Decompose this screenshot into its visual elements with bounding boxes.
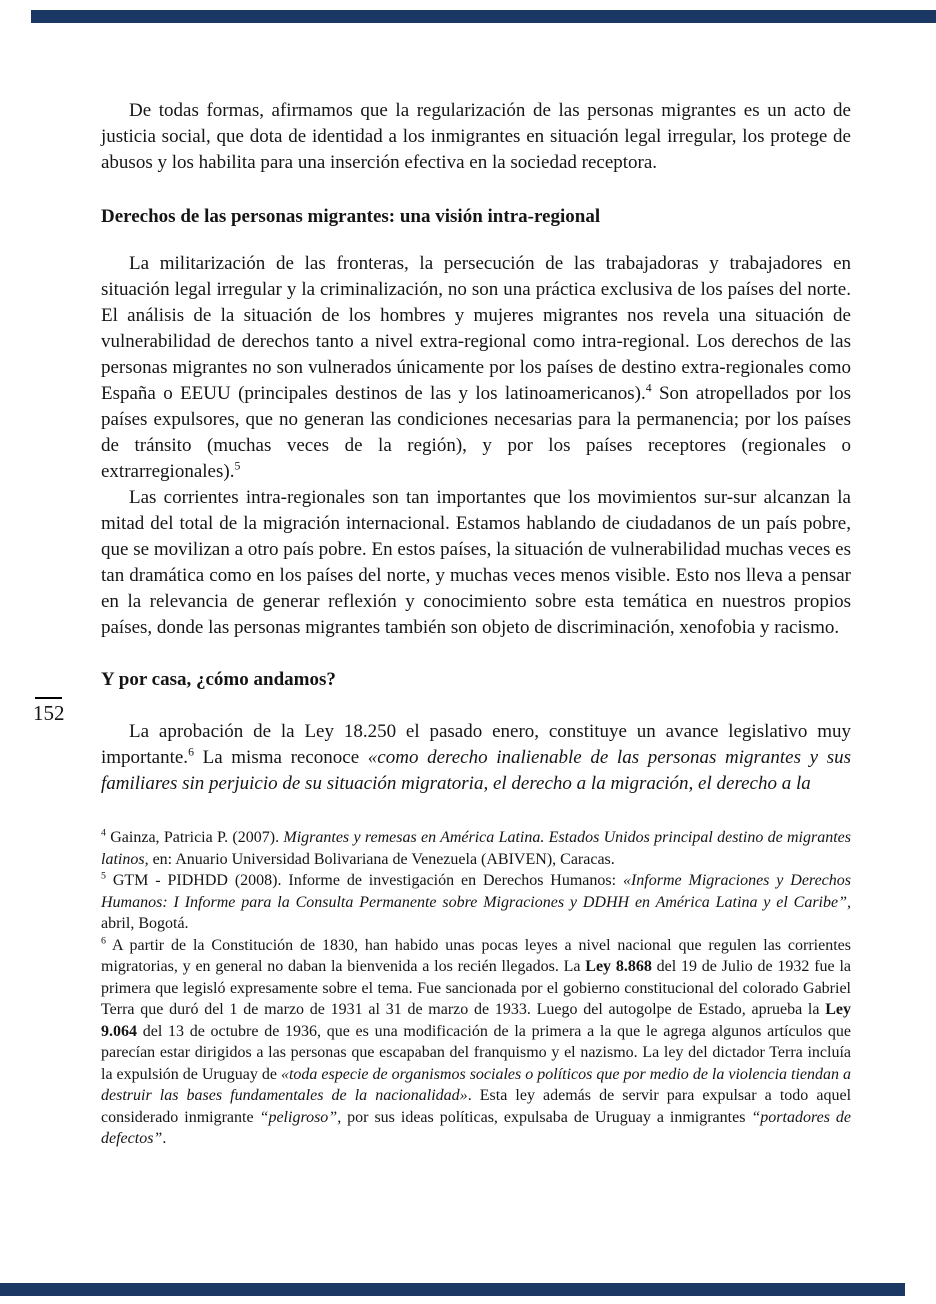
footnotes-section bbox=[101, 827, 851, 1150]
page-number-rule bbox=[35, 697, 62, 699]
section-heading-por-casa: Y por casa, ¿cómo andamos? bbox=[101, 669, 336, 690]
footnote-6: $^6$ A partir de la Constitución de 1830, han habido unas pocas leyes a nivel nacional que regulen las corrientes migratorias, y en general no daban la bienvenida a los recién llegados. La Ley 8.868 del 19 de Julio de 1932 fue la primera que legisló expresamente sobre el tema. Fue sancionada por el gobierno constitucional del colorado Gabriel Terra que duró del 1 de marzo de 1931 al 31 de marzo de 1933. Luego del autogolpe de Estado, aprueba la Ley 9.064 del 13 de octubre de 1936, que es una modificación de la primera a la que le agrega algunos artículos que parecían estar dirigidos a las personas que escapaban del franquismo y el nazismo. La ley del dictador Terra incluía la expulsión de Uruguay de «toda especie de organismos sociales o políticos que por medio de la violencia tiendan a destruir las bases fundamentales de la nacionalidad». Esta ley además de servir para expulsar a todo aquel considerado inmigrante “peligroso”, por sus ideas políticas, expulsaba de Uruguay a inmigrantes “portadores de defectos”. bbox=[101, 935, 852, 1147]
page-number-block bbox=[33, 697, 64, 725]
footnote-4: $^4$ Gainza, Patricia P. (2007). Migrantes y remesas en América Latina. Estados Unidos principal destino de migrantes latinos, en: Anuario Universidad Bolivariana de Venezuela (ABIVEN), Caracas. bbox=[101, 827, 852, 868]
footnote-5: $^5$ GTM - PIDHDD (2008). Informe de investigación en Derechos Humanos: «Informe Migraciones y Derechos Humanos: I Informe para la Consulta Permanente sobre Migraciones y DDHH en América Latina y el Caribe”, abril, Bogotá. bbox=[101, 870, 851, 932]
bottom-accent-bar bbox=[0, 1283, 905, 1296]
paragraph-regularizacion: De todas formas, afirmamos que la regularización de las personas migrantes es un acto de justicia social, que dota de identidad a los inmigrantes en situación legal irregular, los protege de abusos y los habilita para una inserción efectiva en la sociedad receptora. bbox=[101, 100, 851, 173]
paragraph-ley-18250: La aprobación de la Ley 18.250 el pasado enero, constituye un avance legislativo muy importante.$^6$ La misma reconoce «como derecho inalienable de las personas migrantes y sus familiares sin perjuicio de su situación migratoria, el derecho a la migración, el derecho a la bbox=[101, 721, 851, 794]
page-body bbox=[101, 0, 851, 1150]
paragraph-militarizacion: La militarización de las fronteras, la persecución de las trabajadoras y trabajadores en situación legal irregular y la criminalización, no son una práctica exclusiva de los países del norte. El análisis de la situación de los hombres y mujeres migrantes nos revela una situación de vulnerabilidad de derechos tanto a nivel extra-regional como intra-regional. Los derechos de las personas migrantes no son vulnerados únicamente por los países de destino extra-regionales como España o EEUU (principales destinos de las y los latinoamericanos).$^4$ Son atropellados por los países expulsores, que no generan las condiciones necesarias para la permanencia; por los países de tránsito (muchas veces de la región), y por los países receptores (regionales o extrarregionales).$^5$ bbox=[101, 253, 851, 482]
page-number: 152 bbox=[33, 701, 65, 725]
section-heading-derechos: Derechos de las personas migrantes: una visión intra-regional bbox=[101, 206, 601, 227]
paragraph-corrientes: Las corrientes intra-regionales son tan importantes que los movimientos sur-sur alcanzan la mitad del total de la migración internacional. Estamos hablando de ciudadanos de un país pobre, que se movilizan a otro país pobre. En estos países, la situación de vulnerabilidad muchas veces es tan dramática como en los países del norte, y muchas veces menos visible. Esto nos lleva a pensar en la relevancia de generar reflexión y conocimiento sobre esta temática en nuestros propios países, donde las personas migrantes también son objeto de discriminación, xenofobia y racismo. bbox=[101, 487, 851, 638]
